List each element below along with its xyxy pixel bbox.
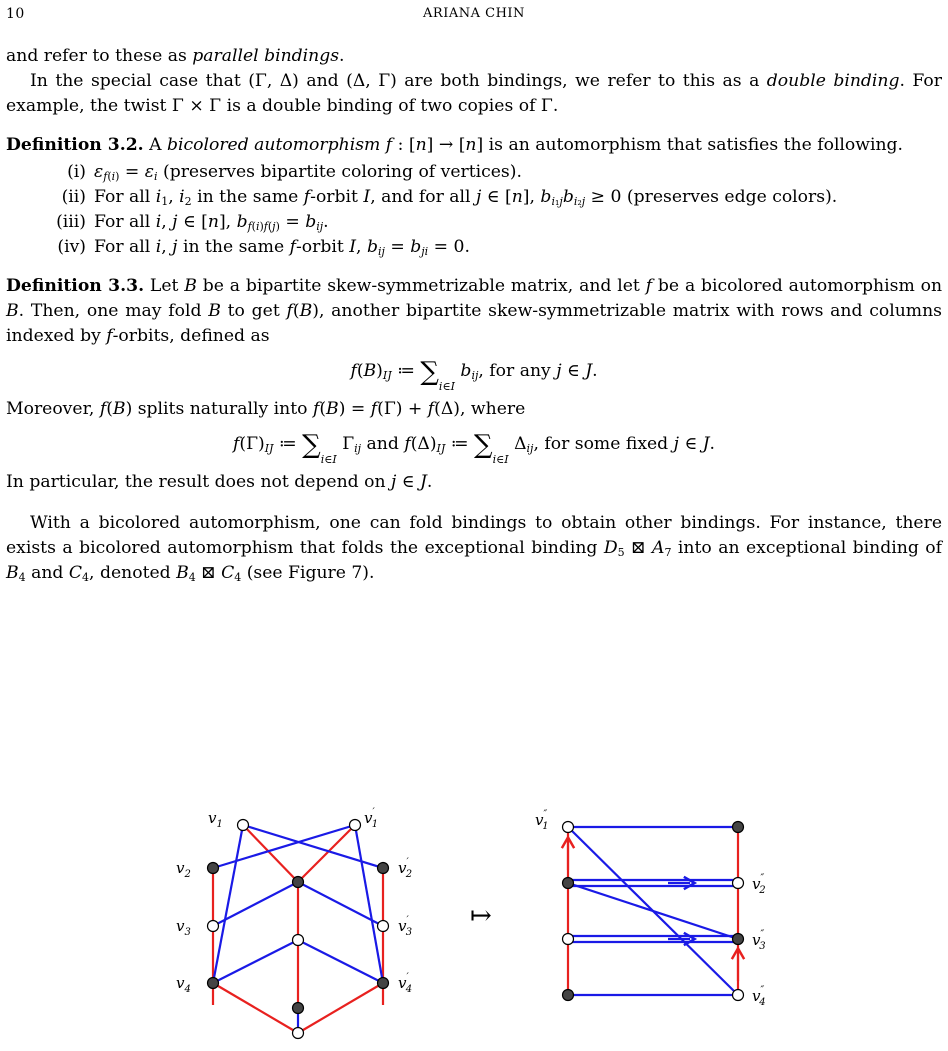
label-v4-double-prime: v″ 4: [752, 985, 766, 1008]
list-item: (ii) For all $i_1$, $i_2$ in the same f-orbit I, and for all j ∈ [n], $b_{i_1j}b_{i_2j} \ge 0$ (preserves edge colors).: [61, 187, 838, 208]
right-graph-blue-edges: [568, 827, 738, 995]
definition-label: Definition 3.3.: [6, 276, 145, 296]
label-v3-prime: v′ 3: [398, 915, 413, 938]
display-equation-split: $f(\Gamma)_{IJ}$ ≔ $\sum_{i\in I}$ $\Gamma_{ij}$ and $f(\Delta)_{IJ}$ ≔ $\sum_{i\in I}$ $\Delta_{ij}$, for some fixed j ∈ J.: [232, 430, 716, 466]
vertex-left-4: [563, 990, 574, 1001]
definition-3-3: Definition 3.3. Let B be a bipartite skew-symmetrizable matrix, and let f be a bicolored automorphism on B. Then, one may fold B to get f(B), another bipartite skew-symmetrizable matrix with rows and columns indexed by f-orbits, defined as $f(B)_{IJ}$ ≔ $\sum_{i\in I}$ $b_{ij}$, for any j ∈ J. Moreover, f(B) splits naturally into f(B) = f(Γ) + f(Δ), where $f(\Gamma)_{IJ}$ ≔ $\sum_{i\in I}$ $\Gamma_{ij}$ and $f(\Delta)_{IJ}$ ≔ $\sum_{i\in I}$ $\Delta_{ij}$, for some fixed j ∈ J. In particular, the result does not depend on j ∈ J.: [6, 274, 942, 495]
label-v1-prime: v′ 1: [364, 807, 379, 830]
vertex-left-3: [563, 934, 574, 945]
page-body: [6, 44, 942, 586]
definition-3-2: Definition 3.2. A bicolored automorphism f : [n] → [n] is an automorphism that satisfies the following. (i) $\varepsilon_{f(i)} = \varepsilon_i$ (preserves bipartite coloring of vertices). (ii) For all $i_1$, $i_2$ in the same f-orbit I, and for all j ∈ [n], $b_{i_1j}b_{i_2j} \ge 0$ (preserves edge colors). (iii) For all i, j ∈ [n], $b_{f(i)f(j)} = b_{ij}$. (iv) For all i, j in the same f-orbit I, $b_{ij} = b_{ji} = 0$.: [6, 133, 942, 260]
left-graph-red-edges: [213, 825, 383, 1033]
running-head: ARIANA CHIN: [423, 6, 525, 21]
vertex-v2-prime: [378, 863, 389, 874]
list-item: (iii) For all i, j ∈ [n], $b_{f(i)f(j)} = b_{ij}$.: [56, 212, 329, 233]
page-number: 10: [6, 6, 25, 22]
vertex-v1-double-prime: [563, 822, 574, 833]
display-equation-fold: $f(B)_{IJ}$ ≔ $\sum_{i\in I}$ $b_{ij}$, for any j ∈ J.: [350, 357, 598, 393]
page-header: [6, 6, 942, 26]
label-v3: $v_3$: [176, 917, 191, 938]
label-v4: $v_4$: [176, 974, 191, 995]
list-item: (iv) For all i, j in the same f-orbit I, $b_{ij} = b_{ji} = 0$.: [57, 237, 470, 258]
vertex-v3-prime: [378, 921, 389, 932]
vertex-left-2: [563, 878, 574, 889]
label-v4-prime: v′ 4: [398, 972, 413, 995]
vertex-v1: [238, 820, 249, 831]
vertex-v1-prime: [350, 820, 361, 831]
vertex-center-mid: [293, 935, 304, 946]
label-v2-double-prime: v″ 2: [752, 873, 766, 896]
label-v2-prime: v′ 2: [398, 857, 413, 880]
label-v2: $v_2$: [176, 859, 191, 880]
list-item: (i) $\varepsilon_{f(i)} = \varepsilon_i$ (preserves bipartite coloring of vertices).: [67, 162, 522, 183]
paragraph-folding: With a bicolored automorphism, one can fold bindings to obtain other bindings. For instance, there exists a bicolored automorphism that folds the exceptional binding $D_5$ ⊠ $A_7$ into an exceptional binding of $B_4$ and $C_4$, denoted $B_4$ ⊠ $C_4$ (see Figure 7).: [6, 513, 942, 584]
vertex-bottom: [293, 1028, 304, 1039]
label-v1-double-prime: v″ 1: [535, 809, 549, 832]
vertex-v4-double-prime: [733, 990, 744, 1001]
paragraph-double-binding: In the special case that (Γ, Δ) and (Δ, Γ) are both bindings, we refer to this as a double binding. For example, the twist Γ × Γ is a double binding of two copies of Γ.: [6, 71, 942, 116]
vertex-v3: [208, 921, 219, 932]
definition-conditions: [6, 160, 942, 260]
vertex-v4: [208, 978, 219, 989]
maps-to-arrow: ↦: [470, 901, 492, 931]
vertex-center-top: [293, 877, 304, 888]
vertex-center-low: [293, 1003, 304, 1014]
vertex-v2-double-prime: [733, 878, 744, 889]
label-v1: $v_1$: [208, 809, 223, 830]
vertex-v3-double-prime: [733, 934, 744, 945]
definition-label: Definition 3.2.: [6, 135, 144, 155]
label-v3-double-prime: v″ 3: [752, 929, 766, 952]
paragraph-conclusion: In particular, the result does not depend on j ∈ J.: [6, 472, 433, 492]
paragraph-parallel-bindings: and refer to these as parallel bindings.: [6, 46, 345, 66]
vertex-v4-prime: [378, 978, 389, 989]
vertex-top-right: [733, 822, 744, 833]
figure-7: [0, 790, 948, 1051]
left-graph-labels: [176, 807, 412, 995]
vertex-v2: [208, 863, 219, 874]
paragraph-moreover: Moreover, f(B) splits naturally into f(B) = f(Γ) + f(Δ), where: [6, 399, 526, 419]
